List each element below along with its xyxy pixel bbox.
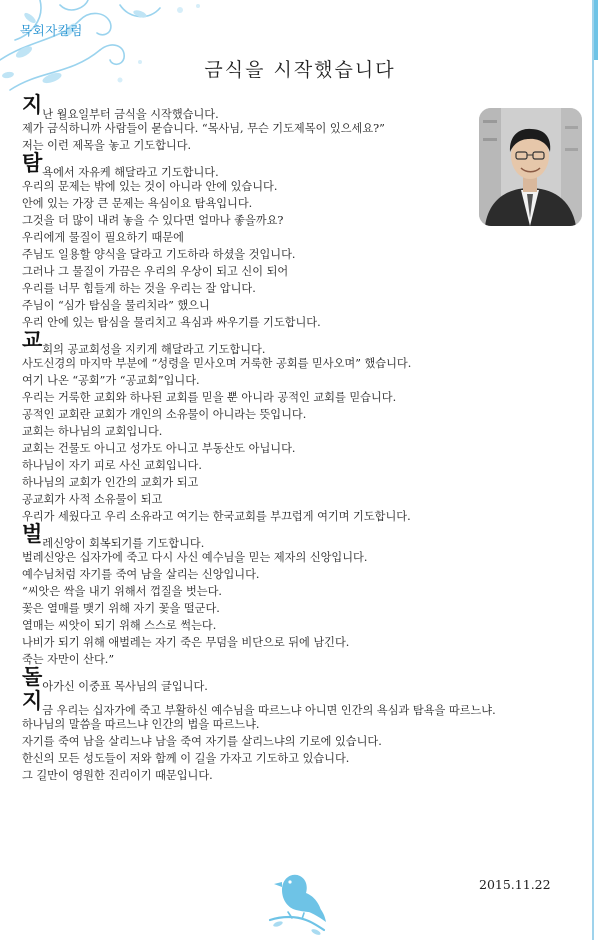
paragraph-first-line <box>22 151 582 179</box>
paragraph <box>22 522 582 668</box>
paragraph-line: 주님이 “심가 탐심을 물리치라” 했으니 <box>22 299 210 312</box>
column-body <box>22 93 582 784</box>
paragraph-line: 그 길만이 영원한 진리이기 때문입니다. <box>22 769 213 782</box>
paragraph-line: 우리 안에 있는 탐심을 물리치고 욕심과 싸우기를 기도합니다. <box>22 316 321 329</box>
column-category-label: 목회자칼럼 <box>20 23 83 38</box>
paragraph <box>22 93 582 154</box>
paragraph-line: 교회는 건물도 아니고 성가도 아니고 부동산도 아닙니다. <box>22 442 296 455</box>
paragraph-line: 하나님의 말씀을 따르느냐 인간의 법을 따르느냐. <box>22 718 260 731</box>
line-text: 레신앙이 회복되기를 기도합니다. <box>42 537 205 550</box>
paragraph-line: 하나님이 자기 피로 사신 교회입니다. <box>22 459 202 472</box>
publish-date: 2015.11.22 <box>479 877 551 892</box>
paragraph-line: 열매는 씨앗이 되기 위해 스스로 썩는다. <box>22 619 217 632</box>
paragraph-line: 교회는 하나님의 교회입니다. <box>22 425 163 438</box>
paragraph-line: 여기 나온 “공회”가 “공교회”입니다. <box>22 374 200 387</box>
paragraph-first-line <box>22 93 582 121</box>
paragraph-first-line <box>22 665 582 693</box>
paragraph-line: “씨앗은 싹을 내기 위해서 껍질을 벗는다. <box>22 585 222 598</box>
paragraph <box>22 665 582 693</box>
paragraph-line: 안에 있는 가장 큰 문제는 욕심이요 탐욕입니다. <box>22 197 253 210</box>
paragraph <box>22 151 582 331</box>
paragraph-line: 우리의 문제는 밖에 있는 것이 아니라 안에 있습니다. <box>22 180 278 193</box>
paragraph-line: 공교회가 사적 소유물이 되고 <box>22 493 163 506</box>
paragraph <box>22 689 582 784</box>
right-edge-rule <box>592 0 594 940</box>
drop-cap: 지 <box>22 93 42 117</box>
paragraph-line: 자기를 죽여 남을 살리느냐 남을 죽여 자기를 살리느냐의 기로에 있습니다. <box>22 735 382 748</box>
drop-cap: 벌 <box>22 522 42 546</box>
paragraph-line: 나비가 되기 위해 애벌레는 자기 죽은 무덤을 비단으로 뒤에 남긴다. <box>22 636 350 649</box>
line-text: 아가신 이중표 목사님의 글입니다. <box>42 680 208 693</box>
bird-on-branch-icon <box>262 860 332 940</box>
paragraph-line: 하나님의 교회가 인간의 교회가 되고 <box>22 476 199 489</box>
paragraph-line: 벌레신앙은 십자가에 죽고 다시 사신 예수님을 믿는 제자의 신앙입니다. <box>22 551 368 564</box>
paragraph-line: 꽃은 열매를 맺기 위해 자기 꽃을 떨군다. <box>22 602 220 615</box>
paragraph-first-line <box>22 689 582 717</box>
paragraph-first-line <box>22 328 582 356</box>
line-text: 회의 공교회성을 지키게 해달라고 기도합니다. <box>42 343 266 356</box>
paragraph-line: 주님도 일용할 양식을 달라고 기도하라 하셨을 것입니다. <box>22 248 296 261</box>
paragraph-line: 공적인 교회란 교회가 개인의 소유물이 아니라는 뜻입니다. <box>22 408 307 421</box>
paragraph-line: 우리에게 물질이 필요하기 때문에 <box>22 231 184 244</box>
paragraph-line: 예수님처럼 자기를 죽여 남을 살리는 신앙입니다. <box>22 568 260 581</box>
paragraph-line: 저는 이런 제목을 놓고 기도합니다. <box>22 139 192 152</box>
paragraph-line: 우리는 거룩한 교회와 하나된 교회를 믿을 뿐 아니라 공적인 교회를 믿습니다. <box>22 391 397 404</box>
paragraph-line: 한신의 모든 성도들이 저와 함께 이 길을 가자고 기도하고 있습니다. <box>22 752 350 765</box>
drop-cap: 돌 <box>22 665 42 689</box>
paragraph-line: 사도신경의 마지막 부분에 “성령을 믿사오며 거룩한 공회를 믿사오며” 했습니다. <box>22 357 412 370</box>
paragraph-line: 그러나 그 물질이 가끔은 우리의 우상이 되고 신이 되어 <box>22 265 289 278</box>
paragraph-first-line <box>22 522 582 550</box>
drop-cap: 지 <box>22 689 42 713</box>
drop-cap: 교 <box>22 328 42 352</box>
page-title: 금식을 시작했습니다 <box>204 58 396 81</box>
paragraph-line: 우리를 너무 힘들게 하는 것을 우리는 잘 압니다. <box>22 282 256 295</box>
line-text: 난 월요일부터 금식을 시작했습니다. <box>42 108 219 121</box>
line-text: 욕에서 자유케 해달라고 기도합니다. <box>42 166 219 179</box>
drop-cap: 탐 <box>22 151 42 175</box>
paragraph-line: 그것을 더 많이 내려 놓을 수 있다면 얼마나 좋을까요? <box>22 214 284 227</box>
line-text: 금 우리는 십자가에 죽고 부활하신 예수님을 따르느냐 아니면 인간의 욕심과 탐욕을 따르느냐. <box>42 704 496 717</box>
paragraph-line: 죽는 자만이 산다.” <box>22 653 115 666</box>
paragraph-line: 제가 금식하니까 사람들이 묻습니다. “목사님, 무슨 기도제목이 있으세요?” <box>22 122 385 135</box>
paragraph <box>22 328 582 525</box>
paragraph-line: 우리가 세웠다고 우리 소유라고 여기는 한국교회를 부끄럽게 여기며 기도합니다. <box>22 510 411 523</box>
